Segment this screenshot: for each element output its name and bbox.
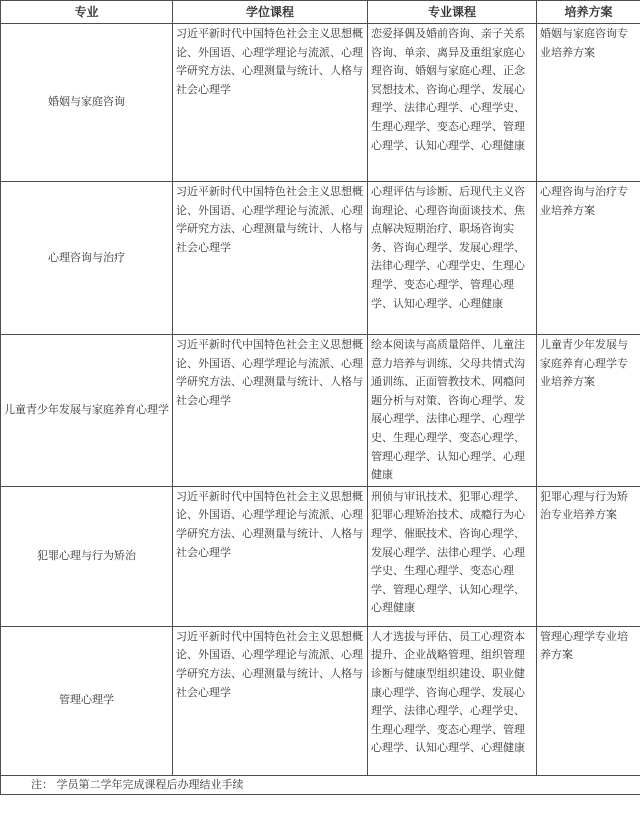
degree-courses-cell: 习近平新时代中国特色社会主义思想概论、外国语、心理学理论与流派、心理学研究方法、心理测量与统计、人格与社会心理学 [173, 626, 368, 775]
major-cell: 犯罪心理与行为矫治 [1, 486, 173, 626]
plan-cell: 心理咨询与治疗专业培养方案 [537, 182, 640, 335]
major-courses-cell: 人才选拔与评估、员工心理资本提升、企业战略管理、组织管理诊断与健康型组织建设、职业健康心理学、咨询心理学、发展心理学、法律心理学、心理学史、生理心理学、变态心理学、管理心理学、认知心理学、心理健康 [368, 626, 537, 775]
header-row [1, 1, 640, 24]
degree-courses-cell: 习近平新时代中国特色社会主义思想概论、外国语、心理学理论与流派、心理学研究方法、心理测量与统计、人格与社会心理学 [173, 335, 368, 487]
major-cell: 管理心理学 [1, 626, 173, 775]
table-row [1, 486, 640, 626]
major-courses-cell: 绘本阅读与高质量陪伴、儿童注意力培养与训练、父母共情式沟通训练、正面管教技术、网瘾问题分析与对策、咨询心理学、发展心理学、法律心理学、心理学史、生理心理学、变态心理学、管理心理学、认知心理学、心理健康 [368, 335, 537, 487]
plan-cell: 犯罪心理与行为矫治专业培养方案 [537, 486, 640, 626]
note-row [1, 775, 640, 794]
table-row [1, 182, 640, 335]
major-cell: 婚姻与家庭咨询 [1, 24, 173, 182]
major-courses-cell: 心理评估与诊断、后现代主义咨询理论、心理咨询面谈技术、焦点解决短期治疗、职场咨询实务、咨询心理学、发展心理学、法律心理学、心理学史、生理心理学、变态心理学、管理心理学、认知心理学、心理健康 [368, 182, 537, 335]
degree-courses-cell: 习近平新时代中国特色社会主义思想概论、外国语、心理学理论与流派、心理学研究方法、心理测量与统计、人格与社会心理学 [173, 182, 368, 335]
header-degree-courses: 学位课程 [173, 1, 368, 24]
degree-courses-cell: 习近平新时代中国特色社会主义思想概论、外国语、心理学理论与流派、心理学研究方法、心理测量与统计、人格与社会心理学 [173, 486, 368, 626]
plan-cell: 儿童青少年发展与家庭养育心理学专业培养方案 [537, 335, 640, 487]
header-plan: 培养方案 [537, 1, 640, 24]
table-note: 注： 学员第二学年完成课程后办理结业手续 [1, 775, 640, 794]
major-courses-cell: 恋爱择偶及婚前咨询、亲子关系咨询、单亲、离异及重组家庭心理咨询、婚姻与家庭心理、正念冥想技术、咨询心理学、发展心理学、法律心理学、心理学史、生理心理学、变态心理学、管理心理学、认知心理学、心理健康 [368, 24, 537, 182]
table-row [1, 24, 640, 182]
major-cell: 儿童青少年发展与家庭养育心理学 [1, 335, 173, 487]
header-major: 专业 [1, 1, 173, 24]
degree-courses-cell: 习近平新时代中国特色社会主义思想概论、外国语、心理学理论与流派、心理学研究方法、心理测量与统计、人格与社会心理学 [173, 24, 368, 182]
major-courses-cell: 刑侦与审讯技术、犯罪心理学、犯罪心理矫治技术、成瘾行为心理学、催眠技术、咨询心理学、发展心理学、法律心理学、心理学史、生理心理学、变态心理学、管理心理学、认知心理学、心理健康 [368, 486, 537, 626]
major-cell: 心理咨询与治疗 [1, 182, 173, 335]
plan-cell: 管理心理学专业培养方案 [537, 626, 640, 775]
table-row [1, 335, 640, 487]
header-major-courses: 专业课程 [368, 1, 537, 24]
table-row [1, 626, 640, 775]
plan-cell: 婚姻与家庭咨询专业培养方案 [537, 24, 640, 182]
